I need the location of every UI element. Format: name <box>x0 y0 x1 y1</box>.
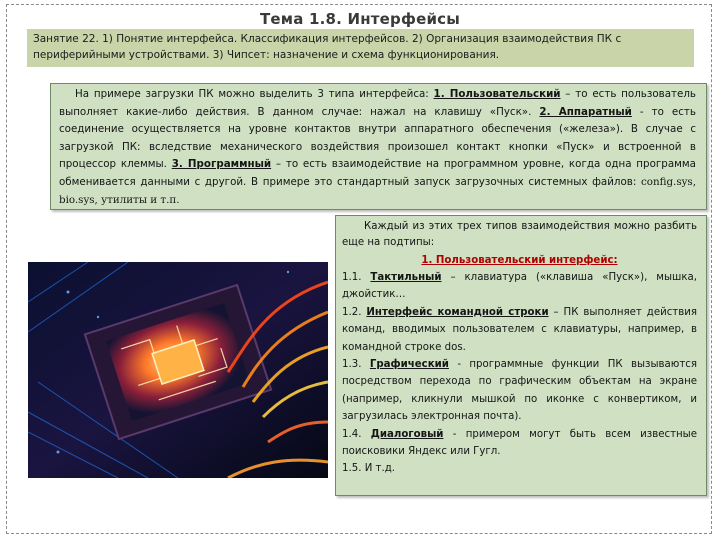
subtype-item <box>342 460 697 477</box>
subtype-item <box>342 426 697 461</box>
term-hardware: 2. Аппаратный <box>539 105 632 118</box>
term-software: 3. Программный <box>171 158 272 171</box>
text-part2: – то есть пользователь выполняет какие-либо действия. В данном случае: нажал на клавишу «Пуск». <box>59 88 696 118</box>
slide-title: Тема 1.8. Интерфейсы <box>259 10 461 28</box>
item-number: 1.5. <box>342 463 365 475</box>
item-number: 1.4. <box>342 428 371 440</box>
interface-types-block <box>50 83 707 210</box>
item-term: Тактильный <box>370 272 442 283</box>
user-interface-subtypes-block <box>335 215 707 496</box>
boot-files: config.sys, bio.sys, утилиты и т.п. <box>59 175 696 206</box>
subtype-item <box>342 356 697 426</box>
text-part4: – то есть взаимодействие на программном уровне, когда одна программа обменивается данными с другой. В примере это стандартный запуск загрузочных системных файлов: <box>59 158 696 188</box>
lesson-header <box>27 29 694 67</box>
subtype-item <box>342 269 697 304</box>
item-text: - примером могут быть всем известные поисковики Яндекс или Гугл. <box>342 428 697 458</box>
subtypes-heading: 1. Пользовательский интерфейс: <box>421 255 618 266</box>
item-term: Интерфейс командной строки <box>366 306 549 318</box>
item-number: 1.3. <box>342 359 370 371</box>
subtype-item <box>342 304 697 356</box>
interface-types-paragraph <box>59 86 696 209</box>
item-number: 1.2. <box>342 306 367 318</box>
item-text: - программные функции ПК вызываются посредством перехода по графическим объектам на экране (например, кликнули мышкой по иконке с конвертиком, и загрузилась электронная почта). <box>342 359 698 423</box>
text-part3: - то есть соединение осуществляется на уровне контактов внутри аппаратного обеспечения («железа»). В случае с загрузкой ПК: вследствие механического воздействия произошел контакт кнопки «Пуск» и встроенной в процессор клеммы. <box>59 105 696 171</box>
item-number: 1.1. <box>342 272 371 283</box>
lesson-header-text: Занятие 22. 1) Понятие интерфейса. Классификация интерфейсов. 2) Организация взаимодействия ПК с периферийными устройствами. 3) Чипсет: назначение и схема функционирования. <box>33 33 622 61</box>
item-text: И т.д. <box>364 463 396 475</box>
item-text: – клавиатура («клавиша «Пуск»), мышка, джойстик… <box>342 272 697 301</box>
item-term: Диалоговый <box>370 428 444 440</box>
item-text: – ПК выполняет действия команд, вводимых пользователем с клавиатуры, например, в командной строке dos. <box>342 306 697 353</box>
text-part1: На примере загрузки ПК можно выделить 3 типа интерфейса: <box>75 88 434 100</box>
item-term: Графический <box>369 359 449 371</box>
subtypes-intro: Каждый из этих трех типов взаимодействия можно разбить еще на подтипы: <box>342 221 697 248</box>
chip-circuit-photo <box>28 262 328 478</box>
term-user: 1. Пользовательский <box>433 88 561 100</box>
